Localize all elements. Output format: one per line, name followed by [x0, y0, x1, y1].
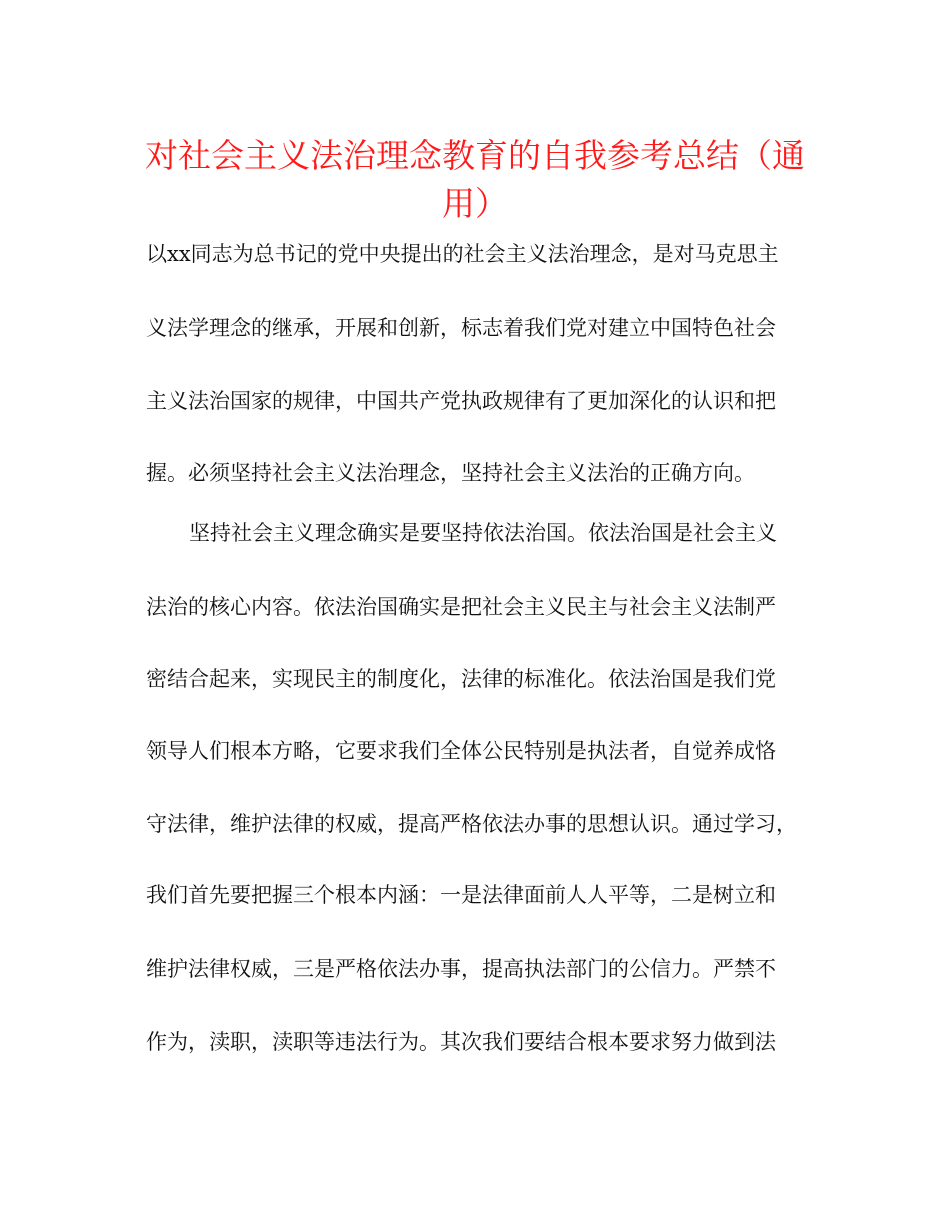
body-line-indented: 坚持社会主义理念确实是要坚持依法治国。依法治国是社会主义: [189, 521, 777, 545]
body-line: 作为，渎职，渎职等违法行为。其次我们要结合根本要求努力做到法: [146, 1030, 776, 1054]
body-line: 法治的核心内容。依法治国确实是把社会主义民主与社会主义法制严: [146, 595, 776, 619]
body-line: 密结合起来，实现民主的制度化，法律的标准化。依法治国是我们党: [146, 667, 776, 691]
body-line: 守法律，维护法律的权威，提高严格依法办事的思想认识。通过学习，: [146, 812, 797, 836]
body-line: 义法学理念的继承，开展和创新，标志着我们党对建立中国特色社会: [146, 316, 776, 340]
body-line: 握。必须坚持社会主义法治理念，坚持社会主义法治的正确方向。: [146, 461, 755, 485]
body-line: 主义法治国家的规律，中国共产党执政规律有了更加深化的认识和把: [146, 389, 776, 413]
body-line: 我们首先要把握三个根本内涵：一是法律面前人人平等，二是树立和: [146, 883, 776, 907]
document-title: 对社会主义法治理念教育的自我参考总结（通用）: [145, 136, 805, 223]
body-line: 维护法律权威，三是严格依法办事，提高执法部门的公信力。严禁不: [146, 957, 776, 981]
body-line: 以xx同志为总书记的党中央提出的社会主义法治理念，是对马克思主: [146, 242, 779, 266]
body-line: 领导人们根本方略，它要求我们全体公民特别是执法者，自觉养成恪: [146, 739, 776, 763]
